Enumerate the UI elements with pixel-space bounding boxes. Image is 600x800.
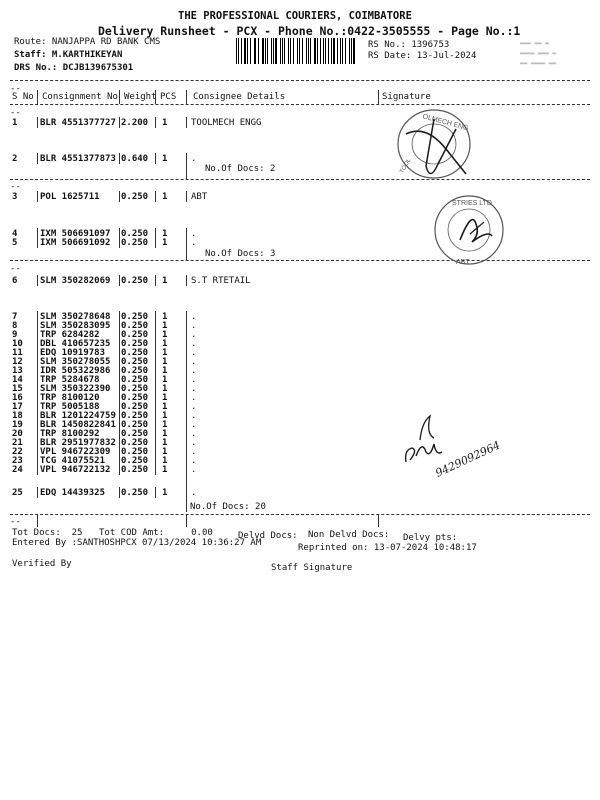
row-pcs: 1 xyxy=(162,154,168,164)
row-sno: 13 xyxy=(12,366,23,376)
row-pcs: 1 xyxy=(162,357,168,367)
total-docs: Tot Docs: 25 xyxy=(12,528,83,538)
row-pcs: 1 xyxy=(162,312,168,322)
row-consignment-no: BLR 1201224759 xyxy=(40,411,116,421)
doc-count: No.Of Docs: 20 xyxy=(190,502,266,512)
row-consignment-no: IXM 506691097 xyxy=(40,229,111,239)
row-pcs: 1 xyxy=(162,366,168,376)
row-consignee: . xyxy=(191,330,197,340)
delivery-points: Delvy pts: xyxy=(403,533,458,543)
row-pcs: 1 xyxy=(162,402,168,412)
row-consignee: . xyxy=(191,429,197,439)
row-pcs: 1 xyxy=(162,192,168,202)
row-consignee: S.T RTETAIL xyxy=(191,276,251,286)
group-marker: -- xyxy=(10,108,21,118)
row-consignment-no: SLM 350322390 xyxy=(40,384,111,394)
total-cod: Tot COD Amt: 0.00 xyxy=(99,528,213,538)
row-weight: 0.250 xyxy=(121,429,149,439)
row-pcs: 1 xyxy=(162,465,168,475)
col-header-consignee: Consignee Details xyxy=(193,92,286,102)
divider xyxy=(10,514,590,515)
col-separator xyxy=(186,316,187,512)
col-separator xyxy=(37,464,38,475)
row-consignee: . xyxy=(191,402,197,412)
handwritten-signature xyxy=(398,400,508,480)
doc-count: No.Of Docs: 3 xyxy=(205,249,276,259)
row-consignment-no: POL 1625711 xyxy=(40,192,100,202)
col-header-pcs: PCS xyxy=(160,92,177,102)
col-separator xyxy=(155,487,156,498)
row-consignee: . xyxy=(191,357,197,367)
staff-signature-label: Staff Signature xyxy=(271,563,353,573)
row-pcs: 1 xyxy=(162,118,168,128)
row-consignee: . xyxy=(191,420,197,430)
row-weight: 2.200 xyxy=(121,118,149,128)
col-separator xyxy=(37,90,38,104)
row-pcs: 1 xyxy=(162,348,168,358)
col-separator xyxy=(37,515,38,527)
row-consignment-no: TRP 6284282 xyxy=(40,330,100,340)
row-consignee: . xyxy=(191,229,197,239)
row-consignment-no: EDQ 10919783 xyxy=(40,348,106,358)
row-sno: 1 xyxy=(12,118,18,128)
row-pcs: 1 xyxy=(162,447,168,457)
row-consignee: . xyxy=(191,321,197,331)
col-separator xyxy=(155,237,156,248)
row-sno: 25 xyxy=(12,488,23,498)
runsheet-title: Delivery Runsheet - PCX - Phone No.:0422-3505555 - Page No.:1 xyxy=(98,24,521,38)
group-marker: -- xyxy=(10,264,21,274)
col-separator xyxy=(186,156,187,180)
company-name: THE PROFESSIONAL COURIERS, COIMBATORE xyxy=(178,10,412,22)
row-consignment-no: SLM 350278055 xyxy=(40,357,111,367)
col-separator xyxy=(37,153,38,164)
row-weight: 0.640 xyxy=(121,154,149,164)
company-stamp-2 xyxy=(426,190,516,272)
row-consignee: . xyxy=(191,393,197,403)
col-separator xyxy=(378,515,379,527)
row-consignee: . xyxy=(191,384,197,394)
route-label: Route: NANJAPPA RD BANK CMS xyxy=(14,37,161,47)
row-pcs: 1 xyxy=(162,488,168,498)
verified-by-label: Verified By xyxy=(12,559,72,569)
row-sno: 7 xyxy=(12,312,18,322)
row-consignment-no: BLR 4551377727 xyxy=(40,118,116,128)
col-separator xyxy=(119,275,120,286)
row-pcs: 1 xyxy=(162,276,168,286)
col-separator xyxy=(155,275,156,286)
col-separator xyxy=(378,90,379,104)
col-separator xyxy=(119,237,120,248)
row-consignment-no: EDQ 14439325 xyxy=(40,488,106,498)
col-separator xyxy=(155,117,156,128)
col-separator xyxy=(37,237,38,248)
row-consignee: TOOLMECH ENGG xyxy=(191,118,262,128)
row-weight: 0.250 xyxy=(121,488,149,498)
row-pcs: 1 xyxy=(162,456,168,466)
col-separator xyxy=(155,464,156,475)
barcode xyxy=(236,38,358,64)
col-separator xyxy=(119,464,120,475)
col-separator xyxy=(37,117,38,128)
row-consignment-no: BLR 4551377873 xyxy=(40,154,116,164)
row-pcs: 1 xyxy=(162,438,168,448)
svg-text:ABT: ABT xyxy=(456,259,470,266)
col-separator xyxy=(155,90,156,104)
row-sno: 2 xyxy=(12,154,18,164)
row-consignee: . xyxy=(191,312,197,322)
row-consignment-no: SLM 350278648 xyxy=(40,312,111,322)
col-separator xyxy=(37,275,38,286)
col-separator xyxy=(186,236,187,260)
bleed-through-text: ▬▬▬▬ ▬▬▬ ▬ xyxy=(520,50,557,57)
row-consignment-no: TRP 8100120 xyxy=(40,393,100,403)
row-weight: 0.250 xyxy=(121,321,149,331)
col-header-signature: Signature xyxy=(382,92,431,102)
row-weight: 0.250 xyxy=(121,339,149,349)
reprinted-on: Reprinted on: 13-07-2024 10:48:17 xyxy=(298,543,477,553)
row-sno: 5 xyxy=(12,238,18,248)
row-weight: 0.250 xyxy=(121,456,149,466)
row-sno: 4 xyxy=(12,229,18,239)
row-consignee: . xyxy=(191,438,197,448)
row-weight: 0.250 xyxy=(121,229,149,239)
bleed-through-text: ▬▬▬ ▬▬ ▬ xyxy=(520,40,549,47)
row-pcs: 1 xyxy=(162,384,168,394)
row-sno: 9 xyxy=(12,330,18,340)
row-pcs: 1 xyxy=(162,411,168,421)
row-sno: 19 xyxy=(12,420,23,430)
row-consignee: . xyxy=(191,465,197,475)
row-sno: 10 xyxy=(12,339,23,349)
row-sno: 21 xyxy=(12,438,23,448)
row-weight: 0.250 xyxy=(121,276,149,286)
row-consignment-no: TRP 8100292 xyxy=(40,429,100,439)
row-weight: 0.250 xyxy=(121,402,149,412)
svg-text:TOOL: TOOL xyxy=(399,157,413,175)
row-consignment-no: TRP 5005188 xyxy=(40,402,100,412)
row-sno: 3 xyxy=(12,192,18,202)
row-weight: 0.250 xyxy=(121,375,149,385)
row-sno: 16 xyxy=(12,393,23,403)
col-separator xyxy=(119,117,120,128)
row-weight: 0.250 xyxy=(121,438,149,448)
row-pcs: 1 xyxy=(162,238,168,248)
row-sno: 8 xyxy=(12,321,18,331)
row-weight: 0.250 xyxy=(121,238,149,248)
row-consignment-no: IDR 505322986 xyxy=(40,366,111,376)
row-weight: 0.250 xyxy=(121,393,149,403)
col-separator xyxy=(119,191,120,202)
row-pcs: 1 xyxy=(162,393,168,403)
col-header-consignment: Consignment No xyxy=(42,92,118,102)
row-weight: 0.250 xyxy=(121,447,149,457)
staff-label: Staff: M.KARTHIKEYAN xyxy=(14,50,123,60)
divider xyxy=(10,179,590,180)
group-marker: -- xyxy=(10,517,21,527)
group-marker: -- xyxy=(10,84,21,94)
group-marker: -- xyxy=(10,182,21,192)
row-weight: 0.250 xyxy=(121,192,149,202)
col-separator xyxy=(119,153,120,164)
row-weight: 0.250 xyxy=(121,312,149,322)
row-pcs: 1 xyxy=(162,339,168,349)
row-weight: 0.250 xyxy=(121,411,149,421)
row-sno: 14 xyxy=(12,375,23,385)
doc-count: No.Of Docs: 2 xyxy=(205,164,276,174)
row-consignee: . xyxy=(191,154,197,164)
row-pcs: 1 xyxy=(162,229,168,239)
row-consignment-no: TRP 5284678 xyxy=(40,375,100,385)
row-consignment-no: VPL 946722132 xyxy=(40,465,111,475)
row-sno: 17 xyxy=(12,402,23,412)
row-sno: 22 xyxy=(12,447,23,457)
row-sno: 23 xyxy=(12,456,23,466)
bleed-through-text: ▬▬ ▬▬▬▬ ▬▬ xyxy=(520,60,557,67)
row-sno: 18 xyxy=(12,411,23,421)
row-consignee: . xyxy=(191,375,197,385)
row-weight: 0.250 xyxy=(121,348,149,358)
row-consignment-no: IXM 506691092 xyxy=(40,238,111,248)
row-consignee: . xyxy=(191,411,197,421)
divider xyxy=(10,80,590,81)
row-weight: 0.250 xyxy=(121,330,149,340)
row-consignment-no: TCG 41075521 xyxy=(40,456,106,466)
row-weight: 0.250 xyxy=(121,366,149,376)
row-consignee: . xyxy=(191,447,197,457)
row-sno: 6 xyxy=(12,276,18,286)
company-stamp-1 xyxy=(386,104,486,184)
col-header-weight: Weight xyxy=(124,92,157,102)
row-pcs: 1 xyxy=(162,330,168,340)
row-consignee: . xyxy=(191,488,197,498)
row-consignment-no: VPL 946722309 xyxy=(40,447,111,457)
col-separator xyxy=(155,153,156,164)
col-separator xyxy=(186,275,187,286)
row-sno: 12 xyxy=(12,357,23,367)
row-consignment-no: BLR 1450822841 xyxy=(40,420,116,430)
col-separator xyxy=(119,90,120,104)
row-pcs: 1 xyxy=(162,321,168,331)
col-separator xyxy=(119,487,120,498)
row-consignee: ABT xyxy=(191,192,208,202)
rs-number: RS No.: 1396753 xyxy=(368,40,450,50)
row-consignment-no: BLR 2951977832 xyxy=(40,438,116,448)
row-weight: 0.250 xyxy=(121,384,149,394)
row-consignee: . xyxy=(191,238,197,248)
delivered-docs: Delvd Docs: xyxy=(238,531,298,541)
row-weight: 0.250 xyxy=(121,420,149,430)
col-separator xyxy=(186,117,187,128)
col-separator xyxy=(37,487,38,498)
row-consignee: . xyxy=(191,366,197,376)
row-sno: 11 xyxy=(12,348,23,358)
row-sno: 20 xyxy=(12,429,23,439)
row-consignee: . xyxy=(191,348,197,358)
col-header-sno: S No xyxy=(12,92,34,102)
row-pcs: 1 xyxy=(162,375,168,385)
row-pcs: 1 xyxy=(162,429,168,439)
row-consignment-no: SLM 350283095 xyxy=(40,321,111,331)
row-weight: 0.250 xyxy=(121,465,149,475)
svg-text:OLMECH ENG: OLMECH ENG xyxy=(421,113,470,133)
row-consignee: . xyxy=(191,456,197,466)
row-pcs: 1 xyxy=(162,420,168,430)
row-consignee: . xyxy=(191,339,197,349)
col-separator xyxy=(186,515,187,527)
svg-text:STRIES LTD: STRIES LTD xyxy=(452,200,492,207)
row-sno: 15 xyxy=(12,384,23,394)
col-separator xyxy=(155,191,156,202)
col-separator xyxy=(37,191,38,202)
col-separator xyxy=(186,191,187,202)
non-delivered-docs: Non Delvd Docs: xyxy=(308,530,390,540)
col-separator xyxy=(186,90,187,104)
row-sno: 24 xyxy=(12,465,23,475)
row-weight: 0.250 xyxy=(121,357,149,367)
row-consignment-no: SLM 350282069 xyxy=(40,276,111,286)
divider xyxy=(10,104,590,105)
drs-number: DRS No.: DCJB139675301 xyxy=(14,63,134,73)
rs-date: RS Date: 13-Jul-2024 xyxy=(368,51,477,61)
row-consignment-no: DBL 410657235 xyxy=(40,339,111,349)
entered-by: Entered By :SANTHOSHPCX 07/13/2024 10:36:27 AM xyxy=(12,538,262,548)
handwritten-phone: 9429092964 xyxy=(433,438,503,480)
